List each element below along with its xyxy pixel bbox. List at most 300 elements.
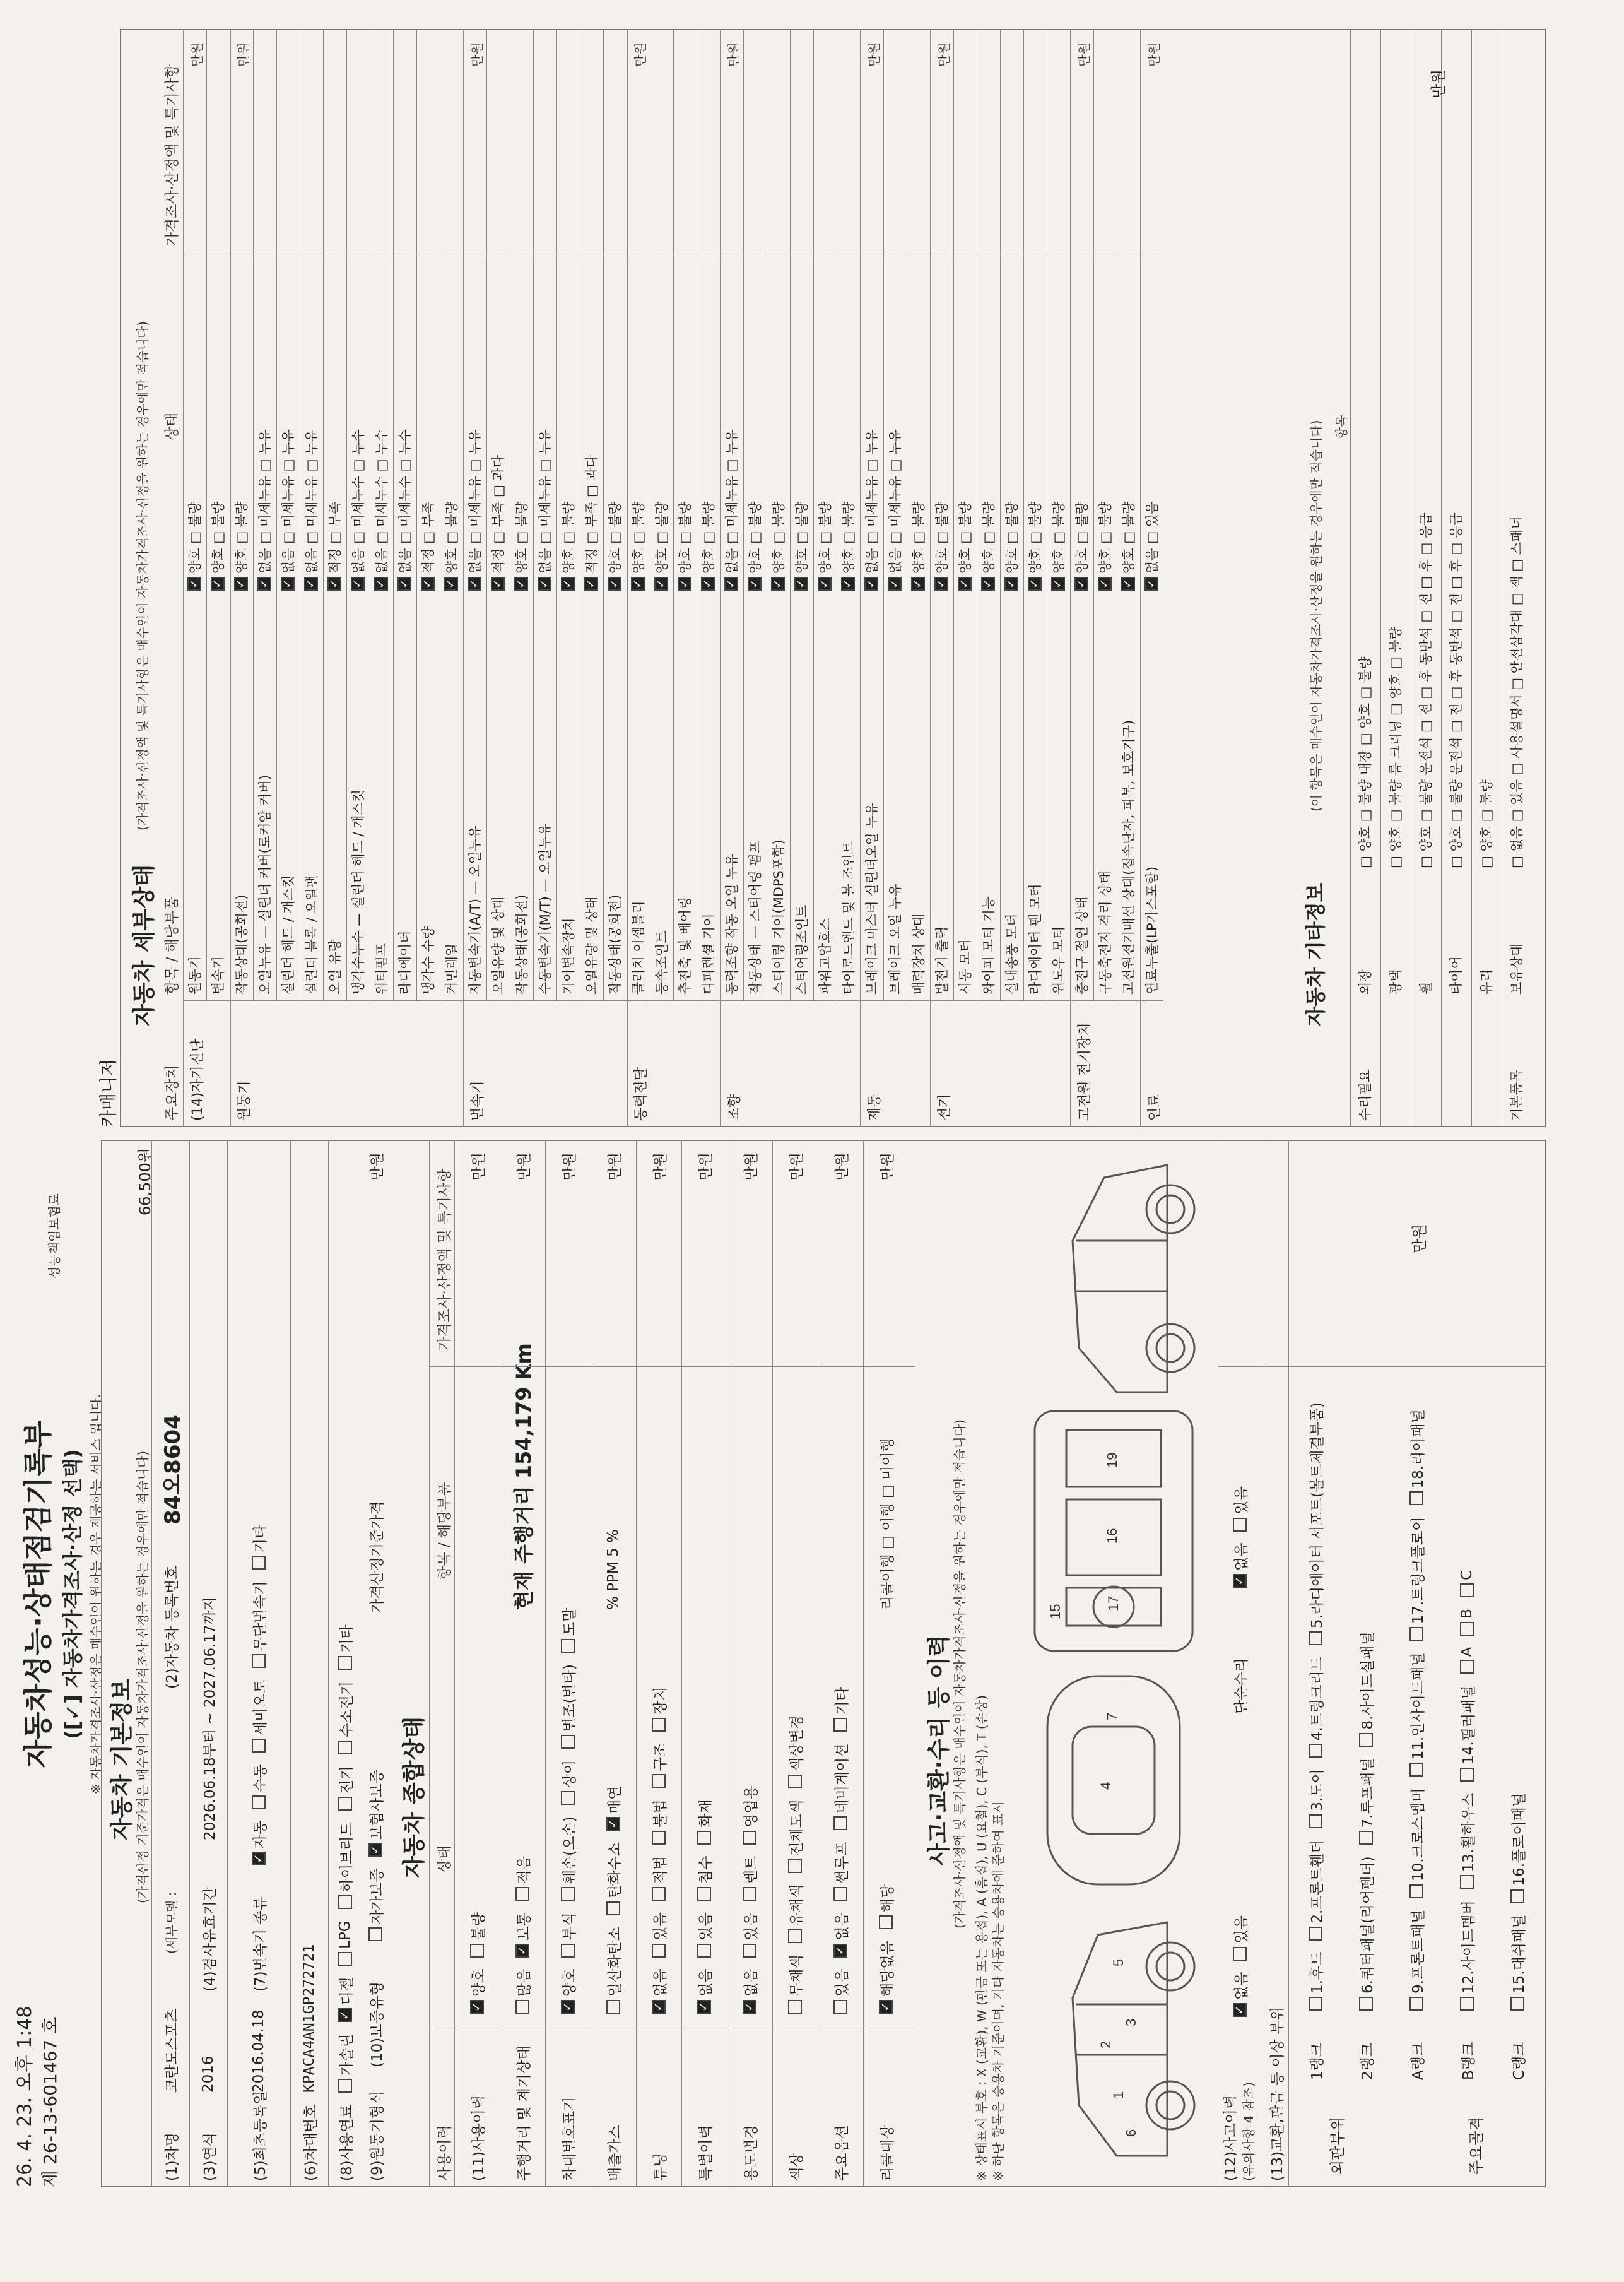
car-part-number: 19 xyxy=(1104,1452,1120,1468)
detail-row xyxy=(813,29,836,995)
reg-no-label: (2)자동차 등록번호 xyxy=(163,1565,180,1689)
detail-item-state: 없음 □ 미세누유 □ 누유 xyxy=(538,429,553,574)
etc-state: □ 양호 □ 불량 룸 크리닝 □ 양호 □ 불량 xyxy=(1388,627,1403,868)
detail-item-state: 양호 □ 불량 xyxy=(1028,501,1043,574)
etc-label: 유리 xyxy=(1479,969,1494,995)
checkbox-icon[interactable]: ✓ xyxy=(981,577,995,591)
detail-item-label: 실린더 헤드 / 개스킷 xyxy=(281,875,296,995)
car-part-number: 17 xyxy=(1105,1595,1121,1611)
checkbox-icon[interactable]: ✓ xyxy=(743,2000,756,2014)
accident-heading: 사고·교환·수리 등 이력 xyxy=(926,1635,952,1865)
checkbox-icon[interactable]: ✓ xyxy=(514,577,528,591)
summary-row xyxy=(820,1140,861,2187)
detail-item-label: 오일 유량 xyxy=(327,939,343,995)
option-basic.fuel_opts-5 xyxy=(335,1681,356,1754)
summary-row xyxy=(684,1140,724,2187)
trans-label: (7)변속기 종류 xyxy=(252,1896,269,1992)
detail-row xyxy=(230,29,252,995)
detail-item-state: 적정 □ 부족 xyxy=(421,501,436,574)
option-label: 양호 xyxy=(470,1968,487,1997)
checkbox-icon[interactable]: ✓ xyxy=(911,577,925,591)
checkbox-icon[interactable]: ✓ xyxy=(748,577,762,591)
accident-table xyxy=(1218,1140,1546,2187)
checkbox-icon[interactable] xyxy=(879,1915,893,1929)
option-accident.acc_opts-1 xyxy=(1230,1915,1250,1960)
checkbox-icon[interactable] xyxy=(1460,1768,1474,1782)
option-basic.trans_opts-4 xyxy=(249,1525,269,1570)
checkbox-icon[interactable] xyxy=(515,2000,529,2014)
detail-row xyxy=(743,29,766,995)
checkbox-icon[interactable]: ✓ xyxy=(327,577,341,591)
detail-item-label: 변속기 xyxy=(211,956,226,995)
checkbox-icon[interactable]: ✓ xyxy=(724,577,738,591)
checkbox-icon[interactable]: ✓ xyxy=(491,577,505,591)
detail-row xyxy=(907,29,929,995)
checkbox-icon[interactable]: ✓ xyxy=(1233,1574,1247,1588)
checkbox-icon[interactable]: ✓ xyxy=(561,577,575,591)
detail-item-label: 동력조향 작동 오일 누유 xyxy=(724,854,739,995)
checkbox-icon[interactable]: ✓ xyxy=(421,577,435,591)
vin-label: (6)차대번호 xyxy=(302,2104,319,2181)
checkbox-icon[interactable] xyxy=(1309,1927,1322,1941)
checkbox-icon[interactable]: ✓ xyxy=(771,577,785,591)
checkbox-icon[interactable] xyxy=(1460,1660,1474,1674)
rank-part-label: 2.프론트휀더 xyxy=(1309,1839,1326,1924)
checkbox-icon[interactable]: ✓ xyxy=(678,577,691,591)
detail-section-unit: 만원 xyxy=(936,42,951,67)
checkbox-icon[interactable]: ✓ xyxy=(1028,577,1042,591)
checkbox-icon[interactable] xyxy=(1309,1814,1322,1828)
summary-row-label: (11)사용이력 xyxy=(470,2095,487,2181)
rank-part-label: 7.루프패널 xyxy=(1359,1758,1376,1828)
option-label: 적법 xyxy=(652,1855,669,1884)
checkbox-icon[interactable]: ✓ xyxy=(561,2000,575,2014)
checkbox-icon[interactable] xyxy=(697,1831,711,1845)
checkbox-icon[interactable] xyxy=(1409,1763,1423,1777)
etc-group: 기본품목 xyxy=(1509,1069,1524,1121)
detail-row xyxy=(416,29,439,995)
checkbox-icon[interactable]: ✓ xyxy=(1004,577,1018,591)
summary-row-label: 주요옵션 xyxy=(833,2125,850,2181)
checkbox-icon[interactable] xyxy=(833,1718,847,1732)
repair-parts-label: (13)교환,판금 등 이상 부위 xyxy=(1269,2006,1286,2181)
detail-item-state: 양호 □ 불량 xyxy=(608,501,623,574)
form-title-block xyxy=(15,1310,104,1878)
option-summary.rows.3.opts-1 xyxy=(603,1842,624,1915)
checkbox-icon[interactable] xyxy=(652,1887,666,1901)
option-basic.trans_opts-2 xyxy=(249,1679,269,1753)
checkbox-icon[interactable]: ✓ xyxy=(304,577,318,591)
detail-item-label: 오일유량 및 상태 xyxy=(491,896,506,995)
checkbox-icon[interactable] xyxy=(1460,1997,1474,2011)
checkbox-icon[interactable] xyxy=(338,1952,352,1966)
summary-row xyxy=(638,1140,679,2187)
option-summary.rows.8.opts-1 xyxy=(830,1912,851,1957)
checkbox-icon[interactable]: ✓ xyxy=(879,2000,893,2014)
detail-section-unit: 만원 xyxy=(1076,42,1091,67)
checkbox-icon[interactable] xyxy=(788,1775,802,1788)
detail-section-name: (14)자기진단 xyxy=(190,1038,206,1121)
checkbox-icon[interactable]: ✓ xyxy=(257,577,271,591)
detail-row xyxy=(276,29,299,995)
option-summary.rows.2.opts-1 xyxy=(558,1912,579,1957)
option-label: 세미오토 xyxy=(252,1679,269,1736)
summary-row xyxy=(457,1140,497,2187)
rank-part-label: 3.도어 xyxy=(1309,1769,1326,1811)
summary-row-unit: 만원 xyxy=(697,1152,714,1181)
etc-state: □ 양호 □ 불량 운전석 □ 전 □ 후 동반석 □ 전 □ 후 □ 응급 xyxy=(1449,512,1464,868)
option-summary.rows.6.opts-2 xyxy=(739,1856,760,1901)
checkbox-icon[interactable]: ✓ xyxy=(1074,577,1088,591)
option-label: 기타 xyxy=(833,1686,850,1715)
option-label: 하이브리드 xyxy=(338,1822,355,1893)
checkbox-icon[interactable] xyxy=(1309,1744,1322,1758)
checkbox-icon[interactable] xyxy=(788,1859,802,1873)
detail-item-label: 시동 모터 xyxy=(958,939,973,995)
brand-name: 카매니저 xyxy=(98,1058,119,1127)
checkbox-icon[interactable] xyxy=(652,1831,666,1845)
summary-row-options xyxy=(739,1610,760,2020)
detail-item-state: 없음 □ 미세누유 □ 누유 xyxy=(468,429,483,574)
checkbox-icon[interactable] xyxy=(561,1791,575,1805)
rank-part xyxy=(1457,1900,1478,2011)
rank-part xyxy=(1305,1402,1326,1645)
checkbox-icon[interactable] xyxy=(252,1739,266,1753)
rank-part xyxy=(1406,1788,1427,1898)
first-reg-label: (5)최초등록일 xyxy=(252,2090,269,2181)
rank-part xyxy=(1356,1856,1377,2011)
car-part-number: 7 xyxy=(1104,1712,1120,1720)
inspect-label: (4)검사유효기간 xyxy=(201,1887,218,1992)
summary-row-label: 튜닝 xyxy=(652,2153,669,2181)
option-summary.rows.2.opts-3 xyxy=(558,1760,579,1805)
option-label: 없음 xyxy=(833,1912,850,1941)
detail-item-state: 없음 □ 미세누유 □ 누유 xyxy=(888,429,903,574)
option-accident.simple_opts-0 xyxy=(1230,1543,1250,1588)
checkbox-icon[interactable]: ✓ xyxy=(538,577,551,591)
summary-row-unit: 만원 xyxy=(743,1152,760,1181)
checkbox-icon[interactable] xyxy=(1409,1997,1423,2011)
detail-item-label: 작동상태(공회전) xyxy=(514,894,529,995)
summary-row-label: 배출가스 xyxy=(606,2125,623,2181)
option-label: 많음 xyxy=(515,1968,533,1997)
checkbox-icon[interactable]: ✓ xyxy=(841,577,855,591)
rank-part xyxy=(1406,1652,1427,1777)
option-summary.rows.9.opts-0 xyxy=(876,1941,897,2014)
detail-item-state: 양호 □ 불량 xyxy=(187,501,203,574)
option-label: 도말 xyxy=(561,1607,578,1636)
checkbox-icon[interactable] xyxy=(338,1797,352,1811)
checkbox-icon[interactable] xyxy=(338,1656,352,1670)
checkbox-icon[interactable] xyxy=(1359,1733,1373,1747)
checkbox-icon[interactable]: ✓ xyxy=(515,1944,529,1958)
checkbox-icon[interactable]: ✓ xyxy=(234,577,248,591)
car-part-number: 2 xyxy=(1098,2040,1114,2048)
checkbox-icon[interactable]: ✓ xyxy=(631,577,645,591)
detail-item-label: 배력장치 상태 xyxy=(911,913,926,995)
option-label: 있음 xyxy=(743,1912,760,1941)
car-name: 코란도스포츠 xyxy=(163,2008,180,2093)
insurance-label: 성능책임보험료 xyxy=(47,1193,62,1279)
insurance-value: 66,500원 xyxy=(136,1147,154,1215)
detail-row xyxy=(323,29,346,995)
checkbox-icon[interactable] xyxy=(697,1944,711,1958)
checkbox-icon[interactable]: ✓ xyxy=(958,577,972,591)
simple-repair-options xyxy=(1230,1475,1250,1588)
detail-row xyxy=(720,29,743,995)
checkbox-icon[interactable] xyxy=(606,2000,620,2014)
checkbox-icon[interactable] xyxy=(652,1718,666,1732)
checkbox-icon[interactable]: ✓ xyxy=(351,577,365,591)
checkbox-icon[interactable] xyxy=(1409,1492,1423,1506)
checkbox-icon[interactable] xyxy=(338,1741,352,1754)
option-summary.rows.4.opts-4 xyxy=(649,1743,669,1788)
checkbox-icon[interactable]: ✓ xyxy=(1121,577,1135,591)
checkbox-icon[interactable] xyxy=(561,1639,575,1653)
checkbox-icon[interactable] xyxy=(652,1774,666,1788)
checkbox-icon[interactable] xyxy=(368,1927,382,1941)
detail-item-label: 실내송풍 모터 xyxy=(1004,913,1020,995)
option-label: 일산화탄소 xyxy=(606,1926,623,1997)
checkbox-icon[interactable]: ✓ xyxy=(833,1944,847,1958)
detail-item-label: 오일유량 및 상태 xyxy=(584,896,599,995)
option-summary.rows.9.opts-1 xyxy=(876,1884,897,1929)
summary-row-options xyxy=(603,1610,624,2020)
checkbox-icon[interactable] xyxy=(1309,1631,1322,1645)
checkbox-icon[interactable] xyxy=(1460,1875,1474,1889)
detail-col-item: 항목 / 해당부품 xyxy=(163,896,180,995)
checkbox-icon[interactable]: ✓ xyxy=(606,1817,620,1831)
checkbox-icon[interactable] xyxy=(1359,1831,1373,1845)
option-summary.rows.5.opts-0 xyxy=(694,1969,715,2014)
checkbox-icon[interactable]: ✓ xyxy=(397,577,411,591)
option-label: 색상변경 xyxy=(788,1715,805,1771)
checkbox-icon[interactable] xyxy=(1460,1583,1474,1597)
checkbox-icon[interactable] xyxy=(1359,1997,1373,2011)
rank-row xyxy=(1445,1373,1489,2080)
rank-label: C랭크 xyxy=(1510,2042,1527,2080)
checkbox-icon[interactable] xyxy=(252,1556,266,1570)
option-summary.rows.1.opts-1 xyxy=(512,1912,533,1957)
checkbox-icon[interactable] xyxy=(561,1735,575,1749)
rank-row xyxy=(1344,1373,1388,2080)
checkbox-icon[interactable] xyxy=(1233,1947,1247,1961)
rank-part-label: 18.리어패널 xyxy=(1409,1409,1427,1489)
checkbox-icon[interactable]: ✓ xyxy=(888,577,902,591)
rank-part xyxy=(1406,1409,1427,1505)
detail-item-state: 적정 □ 부족 □ 과다 xyxy=(491,454,506,574)
detail-row xyxy=(697,29,719,995)
summary-row xyxy=(775,1140,815,2187)
warranty-label: (10)보증유형 xyxy=(368,1981,385,2067)
detail-section-unit: 만원 xyxy=(633,42,648,67)
detail-item-label: 작동상태(공회전) xyxy=(234,894,249,995)
checkbox-icon[interactable] xyxy=(743,1944,756,1958)
checkbox-icon[interactable] xyxy=(743,1887,756,1901)
detail-item-state: 없음 □ 미세누유 □ 누유 xyxy=(257,429,273,574)
checkbox-icon[interactable] xyxy=(252,1795,266,1809)
checkbox-icon[interactable]: ✓ xyxy=(1098,577,1112,591)
detail-item-label: 추진축 및 베어링 xyxy=(678,896,693,995)
checkbox-icon[interactable]: ✓ xyxy=(864,577,878,591)
detail-section-unit: 만원 xyxy=(726,42,741,67)
summary-row-unit: 만원 xyxy=(788,1152,805,1181)
checkbox-icon[interactable] xyxy=(1233,1518,1247,1532)
checkbox-icon[interactable]: ✓ xyxy=(281,577,295,591)
checkbox-icon[interactable]: ✓ xyxy=(368,1843,382,1857)
checkbox-icon[interactable]: ✓ xyxy=(608,577,621,591)
checkbox-icon[interactable] xyxy=(515,1887,529,1901)
summary-row-options xyxy=(785,1610,806,2020)
option-label: 불량 xyxy=(470,1912,487,1941)
detail-item-label: 충전구 절연 상태 xyxy=(1074,896,1090,995)
option-summary.rows.1.opts-0 xyxy=(512,1969,533,2014)
etc-row xyxy=(1441,29,1470,1127)
detail-section-name: 변속기 xyxy=(470,1080,486,1121)
option-label: 있음 xyxy=(1233,1915,1250,1944)
checkbox-icon[interactable] xyxy=(788,2000,802,2014)
checkbox-icon[interactable] xyxy=(743,1831,756,1845)
reg-no: 84오8604 xyxy=(160,1414,185,1525)
detail-row xyxy=(767,29,789,995)
detail-row xyxy=(953,29,976,995)
checkbox-icon[interactable]: ✓ xyxy=(652,2000,666,2014)
checkbox-icon[interactable]: ✓ xyxy=(468,577,481,591)
summary-row xyxy=(593,1140,633,2187)
checkbox-icon[interactable]: ✓ xyxy=(934,577,948,591)
option-summary.rows.2.opts-2 xyxy=(558,1816,579,1901)
etc-col-item: 항목 xyxy=(1334,415,1349,439)
checkbox-icon[interactable] xyxy=(697,1887,711,1901)
option-accident.simple_opts-1 xyxy=(1230,1486,1250,1531)
option-summary.rows.3.opts-2 xyxy=(603,1786,624,1831)
option-label: 상이 xyxy=(561,1759,578,1788)
checkbox-icon[interactable]: ✓ xyxy=(374,577,388,591)
checkbox-icon[interactable] xyxy=(833,2000,847,2014)
option-basic.warranty_opts-0 xyxy=(365,1868,386,1941)
summary-row-label: 용도변경 xyxy=(743,2125,760,2181)
detail-item-label: 윈도우 모터 xyxy=(1051,926,1066,995)
checkbox-icon[interactable] xyxy=(338,1895,352,1909)
detail-item-label: 라디에이터 xyxy=(397,930,413,995)
basic-info-table xyxy=(151,1140,391,2187)
summary-row-options xyxy=(558,1607,579,2020)
car-part-number: 4 xyxy=(1098,1782,1114,1790)
checkbox-icon[interactable]: ✓ xyxy=(701,577,715,591)
detail-item-state: 양호 □ 불량 xyxy=(748,501,763,574)
option-label: 영업용 xyxy=(743,1785,760,1828)
checkbox-icon[interactable]: ✓ xyxy=(187,577,201,591)
rank-part-label: C xyxy=(1459,1570,1475,1580)
option-summary.rows.2.opts-4 xyxy=(558,1664,579,1749)
etc-label: 외장 xyxy=(1358,969,1373,995)
checkbox-icon[interactable] xyxy=(1510,1889,1524,1903)
detail-item-state: 없음 □ 미세누수 □ 누수 xyxy=(397,429,413,574)
option-label: 양호 xyxy=(561,1968,578,1997)
checkbox-icon[interactable] xyxy=(606,1901,620,1915)
checkbox-icon[interactable]: ✓ xyxy=(654,577,668,591)
rank-row xyxy=(1293,1373,1338,2080)
car-name-label: (1)차명 xyxy=(163,2132,180,2181)
checkbox-icon[interactable] xyxy=(788,1929,802,1943)
detail-item-state: 양호 □ 불량 xyxy=(1074,501,1090,574)
rank-part xyxy=(1457,1685,1478,1781)
checkbox-icon[interactable] xyxy=(1309,1997,1322,2011)
checkbox-icon[interactable]: ✓ xyxy=(444,577,458,591)
option-label: 없음 xyxy=(1233,1972,1250,2000)
checkbox-icon[interactable] xyxy=(1409,1884,1423,1898)
detail-item-label: 작동상태(공회전) xyxy=(608,894,623,995)
etc-heading: 자동차 기타정보 xyxy=(1303,882,1327,1026)
checkbox-icon[interactable] xyxy=(252,1654,266,1668)
first-reg: 2016.04.18 xyxy=(250,2009,267,2093)
detail-row xyxy=(1140,29,1163,995)
detail-section-name: 전기 xyxy=(937,1094,953,1121)
rank-part-label: 14.필러패널 xyxy=(1460,1685,1477,1765)
summary-col-state: 상태 xyxy=(436,1845,453,1874)
option-label: 없음 xyxy=(743,1968,760,1997)
summary-row-options xyxy=(830,1610,851,2020)
detail-row xyxy=(790,29,813,995)
summary-row-unit: 만원 xyxy=(652,1152,669,1181)
checkbox-icon[interactable] xyxy=(561,1944,575,1958)
detail-row xyxy=(627,29,649,995)
warranty-options xyxy=(365,1613,386,1941)
car-part-number: 6 xyxy=(1123,2129,1139,2137)
summary-row-label: 색상 xyxy=(788,2153,805,2181)
etc-unit: 만원 xyxy=(1430,69,1447,98)
checkbox-icon[interactable] xyxy=(1510,1997,1524,2011)
checkbox-icon[interactable]: ✓ xyxy=(338,2008,352,2022)
option-basic.trans_opts-1 xyxy=(249,1764,269,1809)
checkbox-icon[interactable]: ✓ xyxy=(470,2000,484,2014)
checkbox-icon[interactable]: ✓ xyxy=(252,1852,266,1865)
checkbox-icon[interactable] xyxy=(338,2079,352,2093)
checkbox-icon[interactable] xyxy=(561,1887,575,1901)
checkbox-icon[interactable]: ✓ xyxy=(1144,577,1158,591)
car-diagrams xyxy=(1009,1152,1211,2175)
checkbox-icon[interactable]: ✓ xyxy=(1233,2003,1247,2017)
checkbox-icon[interactable]: ✓ xyxy=(584,577,598,591)
checkbox-icon[interactable]: ✓ xyxy=(1051,577,1065,591)
detail-item-label: 클러치 어셈블리 xyxy=(631,901,646,995)
rank-part-label: A xyxy=(1459,1646,1475,1657)
base-price-label: 가격산정기준가격 xyxy=(368,1501,385,1613)
checkbox-icon[interactable]: ✓ xyxy=(818,577,832,591)
checkbox-icon[interactable]: ✓ xyxy=(211,577,225,591)
etc-row xyxy=(1471,29,1500,1127)
rank-part xyxy=(1406,1910,1427,2011)
detail-item-state: 양호 □ 불량 xyxy=(958,501,973,574)
detail-section-unit: 만원 xyxy=(1146,42,1162,67)
checkbox-icon[interactable] xyxy=(833,1887,847,1901)
checkbox-icon[interactable] xyxy=(833,1816,847,1830)
checkbox-icon[interactable]: ✓ xyxy=(794,577,808,591)
option-label: 수동 xyxy=(252,1764,269,1792)
option-summary.rows.4.opts-3 xyxy=(649,1799,669,1844)
checkbox-icon[interactable] xyxy=(470,1944,484,1958)
detail-item-state: 없음 □ 미세누수 □ 누수 xyxy=(374,429,389,574)
option-label: 있음 xyxy=(1233,1486,1250,1515)
checkbox-icon[interactable]: ✓ xyxy=(697,2000,711,2014)
rank-part-label: B xyxy=(1459,1608,1475,1619)
detail-item-label: 기어변속장치 xyxy=(561,918,576,995)
detail-item-label: 냉각수누수 — 실린더 헤드 / 개스킷 xyxy=(351,789,366,995)
fuel-options xyxy=(335,1614,356,2093)
checkbox-icon[interactable] xyxy=(1409,1627,1423,1641)
checkbox-icon[interactable] xyxy=(1460,1622,1474,1636)
checkbox-icon[interactable] xyxy=(652,1944,666,1958)
